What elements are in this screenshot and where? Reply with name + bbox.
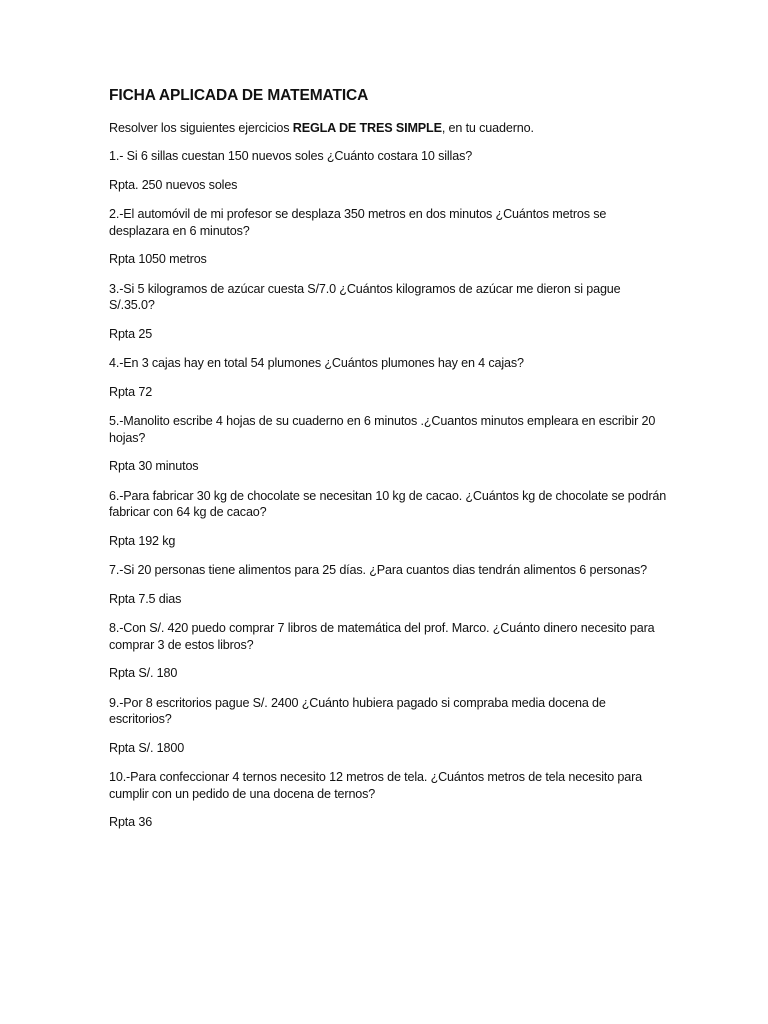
exercise-8-question: 8.-Con S/. 420 puedo comprar 7 libros de matemática del prof. Marco. ¿Cuánto dinero necesito para comprar 3 de estos libros? bbox=[109, 621, 655, 652]
exercise-2-question: 2.-El automóvil de mi profesor se desplaza 350 metros en dos minutos ¿Cuántos metros se desplazara en 6 minutos? bbox=[109, 207, 607, 238]
exercise-10-answer: Rpta 36 bbox=[109, 815, 153, 829]
exercise-3-answer: Rpta 25 bbox=[109, 326, 153, 341]
exercise-9-question: 9.-Por 8 escritorios pague S/. 2400 ¿Cuánto hubiera pagado si compraba media docena de escritorios? bbox=[109, 695, 606, 726]
exercise-6-answer: Rpta 192 kg bbox=[109, 533, 176, 548]
exercise-5-question: 5.-Manolito escribe 4 hojas de su cuaderno en 6 minutos .¿Cuantos minutos empleara en escribir 20 hojas? bbox=[109, 414, 656, 445]
exercise-3-question: 3.-Si 5 kilogramos de azúcar cuesta S/7.0 ¿Cuántos kilogramos de azúcar me dieron si pague S/.35.0? bbox=[109, 281, 621, 312]
exercise-4-answer: Rpta 72 bbox=[109, 384, 153, 399]
exercise-4-question: 4.-En 3 cajas hay en total 54 plumones ¿Cuántos plumones hay en 4 cajas? bbox=[109, 356, 524, 370]
exercise-7-question: 7.-Si 20 personas tiene alimentos para 25 días. ¿Para cuantos dias tendrán alimentos 6 personas? bbox=[109, 563, 647, 577]
exercise-6-question: 6.-Para fabricar 30 kg de chocolate se necesitan 10 kg de cacao. ¿Cuántos kg de chocolate se podrán fabricar con 64 kg de cacao? bbox=[109, 488, 667, 519]
exercise-8-answer: Rpta S/. 180 bbox=[109, 666, 178, 680]
document-title: FICHA APLICADA DE MATEMATICA bbox=[109, 87, 369, 104]
exercise-7-answer: Rpta 7.5 dias bbox=[109, 591, 182, 606]
instructions-text-before: Resolver los siguientes ejercicios bbox=[109, 121, 293, 135]
exercise-2-answer: Rpta 1050 metros bbox=[109, 252, 207, 266]
instructions bbox=[109, 120, 669, 136]
exercise-1-answer: Rpta. 250 nuevos soles bbox=[109, 177, 238, 192]
instructions-bold-topic: REGLA DE TRES SIMPLE bbox=[292, 121, 442, 135]
instructions-text-after: , en tu cuaderno. bbox=[441, 121, 534, 135]
document-body bbox=[109, 86, 669, 844]
exercise-5-answer: Rpta 30 minutos bbox=[109, 459, 199, 473]
exercise-1-question: 1.- Si 6 sillas cuestan 150 nuevos soles ¿Cuánto costara 10 sillas? bbox=[109, 149, 473, 163]
exercise-10-question: 10.-Para confeccionar 4 ternos necesito 12 metros de tela. ¿Cuántos metros de tela necesito para cumplir con un pedido de una docena de ternos? bbox=[109, 770, 643, 801]
exercise-9-answer: Rpta S/. 1800 bbox=[109, 740, 185, 755]
